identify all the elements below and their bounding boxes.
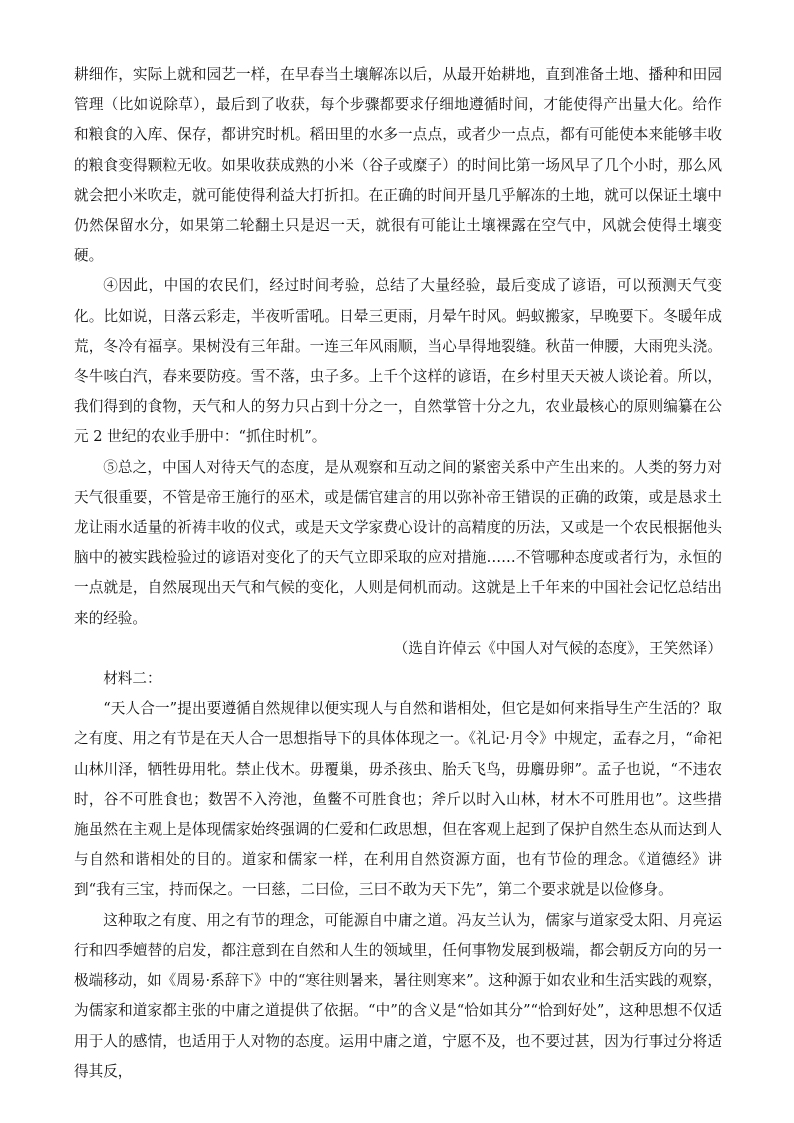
paragraph-continued: 耕细作，实际上就和园艺一样，在早春当土壤解冻以后，从最开始耕地，直到准备土地、播种和田园管理（比如说除草），最后到了收获，每个步骤都要求仔细地遵循时间，才能使得产出量大化。给作和粮食的入库、保存，都讲究时机。稻田里的水多一点点，或者少一点点，都有可能使本来能够丰收的粮食变得颗粒无收。如果收获成熟的小米（谷子或糜子）的时间比第一场风早了几个小时，那么风就会把小米吹走，就可能使得利益大打折扣。在正确的时间开垦几乎解冻的土地，就可以保证土壤中仍然保留水分，如果第二轮翻土只是迟一天，就很有可能让土壤裸露在空气中，风就会使得土壤变硬。	[74, 66, 722, 265]
document-page	[74, 60, 722, 1087]
paragraph-4: ④因此，中国的农民们，经过时间考验，总结了大量经验，最后变成了谚语，可以预测天气变化。比如说，日落云彩走，半夜听雷吼。日晕三更雨，月晕午时风。蚂蚁搬家，早晚要下。冬暖年成荒，冬冷有福享。果树没有三年甜。一连三年风雨顺，当心旱得地裂缝。秋苗一伸腰，大雨兜头浇。冬牛咳白汽，春来要防疫。雪不落，虫子多。上千个这样的谚语，在乡村里天天被人谈论着。所以，我们得到的食物，天气和人的努力只占到十分之一，自然掌管十分之九，农业最核心的原则编纂在公元 2 世纪的农业手册中：“抓住时机”。	[74, 277, 722, 446]
material-2-heading: 材料二：	[103, 670, 162, 688]
material-2-paragraph-2: 这种取之有度、用之有节的理念，可能源自中庸之道。冯友兰认为，儒家与道家受太阳、月亮运行和四季嬗替的启发，都注意到在自然和人生的领域里，任何事物发展到极端，都会朝反方向的另一极端移动，如《周易·系辞下》中的“寒往则暑来，暑往则寒来”。这种源于如农业和生活实践的观察，为儒家和道家都主张的中庸之道提供了依据。“中”的含义是“恰如其分”“恰到好处”，这种思想不仅适用于人的感情，也适用于人对物的态度。运用中庸之道，宁愿不及，也不要过甚，因为行事过分将适得其反，	[74, 911, 722, 1080]
paragraph-5: ⑤总之，中国人对待天气的态度，是从观察和互动之间的紧密关系中产生出来的。人类的努力对天气很重要，不管是帝王施行的巫术，或是儒官建言的用以弥补帝王错误的正确的政策，或是恳求土龙让雨水适量的祈祷丰收的仪式，或是天文学家费心设计的高精度的历法，又或是一个农民根据他头脑中的被实践检验过的谚语对变化了的天气立即采取的应对措施……不管哪种态度或者行为，永恒的一点就是，自然展现出天气和气候的变化，人则是伺机而动。这就是上千年来的中国社会记忆总结出来的经验。	[74, 458, 722, 627]
material-2-paragraph-1: “天人合一”提出要遵循自然规律以便实现人与自然和谐相处，但它是如何来指导生产生活的？取之有度、用之有节是在天人合一思想指导下的具体体现之一。《礼记·月令》中规定，孟春之月，“命祀山林川泽，牺牲毋用牝。禁止伐木。毋覆巢，毋杀孩虫、胎夭飞鸟，毋麛毋卵”。孟子也说，“不违农时，谷不可胜食也；数罟不入洿池，鱼鳖不可胜食也；斧斤以时入山林，材木不可胜用也”。这些措施虽然在主观上是体现儒家始终强调的仁爱和仁政思想，但在客观上起到了保护自然生态从而达到人与自然和谐相处的目的。道家和儒家一样，在利用自然资源方面，也有节俭的理念。《道德经》讲到“我有三宝，持而保之。一曰慈，二曰俭，三曰不敢为天下先”，第二个要求就是以俭修身。	[74, 700, 722, 899]
source-citation: （选自许倬云《中国人对气候的态度》，王笑然译）	[393, 639, 722, 657]
